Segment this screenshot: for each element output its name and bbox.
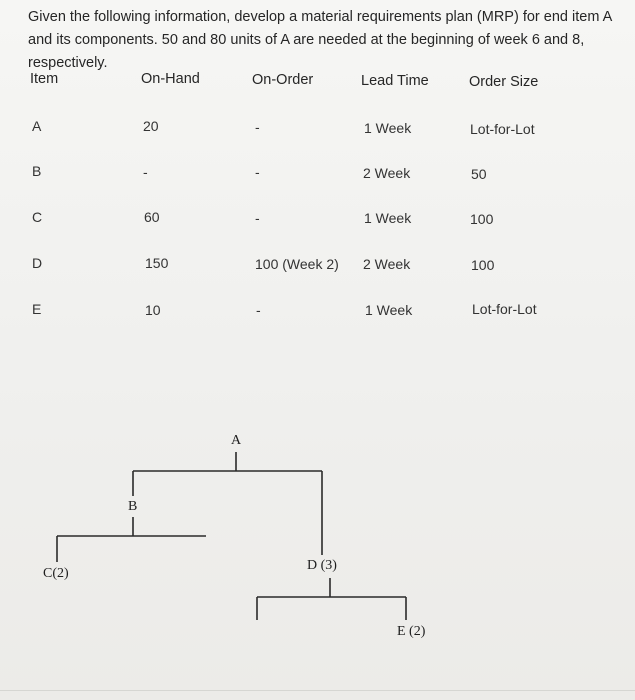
tree-node-b: B	[128, 499, 138, 514]
header-order-size: Order Size	[469, 74, 539, 90]
header-item: Item	[30, 71, 59, 87]
row-c-on-hand: 60	[144, 209, 160, 225]
tree-node-e: E (2)	[397, 624, 426, 639]
row-c-order-size: 100	[470, 211, 494, 227]
row-e-order-size: Lot-for-Lot	[472, 301, 537, 317]
bottom-divider	[0, 690, 635, 691]
row-d-lead-time: 2 Week	[363, 256, 411, 272]
row-a-on-hand: 20	[143, 118, 159, 134]
row-e-on-hand: 10	[145, 302, 161, 318]
row-e-lead-time: 1 Week	[365, 302, 413, 318]
row-b-order-size: 50	[471, 166, 487, 182]
row-d-on-order: 100 (Week 2)	[255, 256, 339, 272]
row-b-on-hand: -	[143, 164, 148, 180]
row-a-lead-time: 1 Week	[364, 120, 412, 136]
row-e-on-order: -	[256, 302, 261, 318]
row-d-on-hand: 150	[145, 255, 169, 271]
row-d-item: D	[32, 255, 43, 271]
row-c-on-order: -	[255, 210, 260, 226]
row-c-item: C	[32, 209, 43, 225]
tree-node-a: A	[231, 433, 242, 448]
tree-node-d: D (3)	[307, 558, 337, 573]
question-text: Given the following information, develop a material requirements plan (MRP) for end item A and its components. 50 and 80 units of A are needed at the beginning of week 6 and 8, respectively.	[28, 9, 612, 71]
row-b-item: B	[32, 163, 42, 179]
header-on-order: On-Order	[252, 72, 314, 88]
tree-node-c: C(2)	[43, 566, 69, 581]
row-a-order-size: Lot-for-Lot	[470, 121, 535, 137]
row-a-on-order: -	[255, 119, 260, 135]
row-b-on-order: -	[255, 164, 260, 180]
row-e-item: E	[32, 301, 42, 317]
row-d-order-size: 100	[471, 257, 495, 273]
header-lead-time: Lead Time	[361, 73, 429, 89]
row-c-lead-time: 1 Week	[364, 210, 412, 226]
header-on-hand: On-Hand	[141, 71, 200, 87]
row-b-lead-time: 2 Week	[363, 165, 411, 181]
row-a-item: A	[32, 118, 42, 134]
